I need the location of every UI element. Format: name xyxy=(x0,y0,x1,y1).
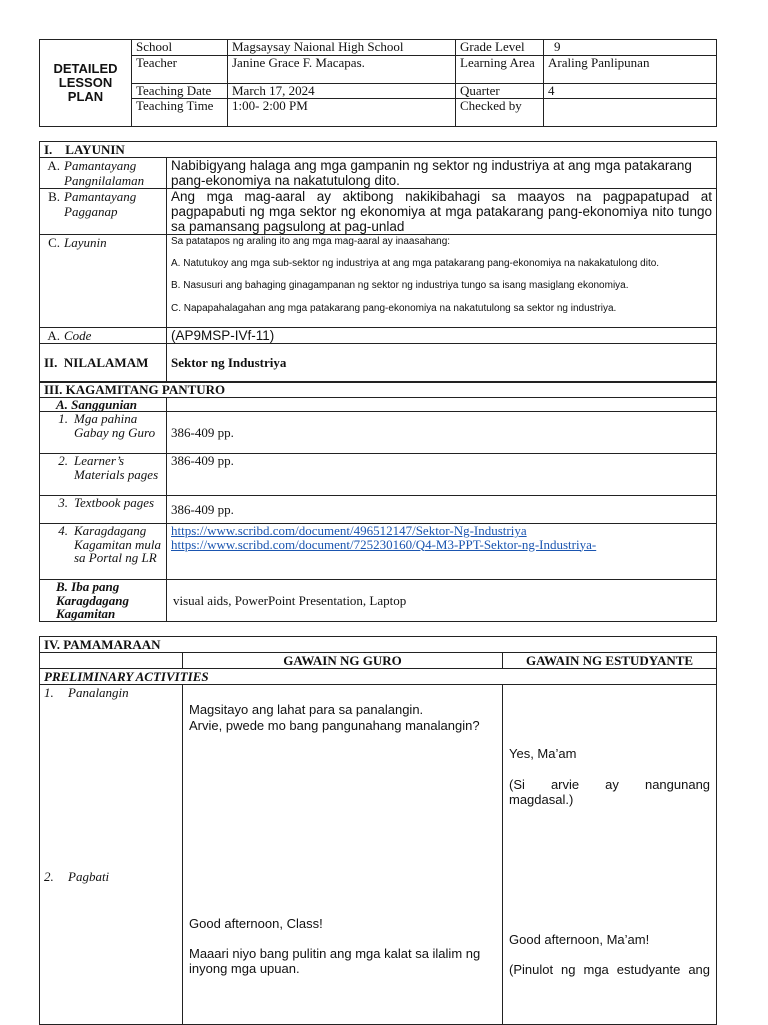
step-label: Panalangin xyxy=(68,685,129,700)
label-letter: A. xyxy=(47,328,60,343)
step-number: 2. xyxy=(44,869,54,884)
code-label xyxy=(40,328,167,344)
guro-line-2: Arvie, pwede mo bang pangunahang manalangin? xyxy=(189,718,480,733)
objective-a: A. Natutukoy ang mga sub-sektor ng industriya at ang mga patakarang pang-ekonomiya na nakakatulong dito. xyxy=(171,258,660,269)
steps-column xyxy=(40,685,183,1025)
ref-teacher-guide-label xyxy=(40,412,167,454)
code-value: (AP9MSP-IVf-11) xyxy=(167,328,717,344)
pamantayang-pangnilalaman-label xyxy=(40,158,167,189)
estudyante-column xyxy=(503,685,717,1025)
pamamaraan-heading: IV. PAMAMARAAN xyxy=(40,637,717,653)
checked-value xyxy=(544,99,717,127)
col-header-estudyante: GAWAIN NG ESTUDYANTE xyxy=(503,653,717,669)
layunin-table xyxy=(39,141,717,382)
item-label: Mga pahina Gabay ng Guro xyxy=(74,411,156,440)
item-label: Karagdagang Kagamitan mula sa Portal ng LR xyxy=(74,523,162,565)
step-label: Pagbati xyxy=(68,869,110,884)
quarter-label: Quarter xyxy=(456,84,544,99)
guro-column xyxy=(183,685,503,1025)
item-label: Learner’s Materials pages xyxy=(74,453,159,482)
kagamitan-heading: III. KAGAMITANG PANTURO xyxy=(40,383,717,398)
scribd-link-1[interactable]: https://www.scribd.com/document/496512147/Sektor-Ng-Industriya xyxy=(171,523,527,538)
layunin-label xyxy=(40,235,167,328)
est-line-1: Yes, Ma’am xyxy=(509,746,577,761)
est-line-3: Good afternoon, Ma’am! xyxy=(509,932,650,947)
objectives-intro: Sa patatapos ng araling ito ang mga mag-aaral ay inaasahang: xyxy=(171,236,451,247)
teacher-label: Teacher xyxy=(132,56,228,84)
pamamaraan-table xyxy=(39,636,717,1025)
item-number: 2. xyxy=(58,453,68,468)
ref-portal-links xyxy=(167,524,717,580)
guro-line-3: Good afternoon, Class! xyxy=(189,916,323,931)
iba-pang-kagamitan-value: visual aids, PowerPoint Presentation, Laptop xyxy=(167,580,717,622)
kagamitan-table xyxy=(39,382,717,622)
item-label: Textbook pages xyxy=(74,495,155,510)
objective-c: C. Napapahalagahan ang mga patakarang pang-ekonomiya na nakatutulong sa sektor ng industriya. xyxy=(171,303,617,314)
ref-teacher-guide-value: 386-409 pp. xyxy=(167,412,717,454)
ref-textbook-value: 386-409 pp. xyxy=(167,496,717,524)
time-label: Teaching Time xyxy=(132,99,228,127)
label-text: Pamantayang Pagganap xyxy=(64,189,137,219)
school-value: Magsaysay Naional High School xyxy=(228,40,456,56)
label-text: Layunin xyxy=(64,235,107,250)
time-value: 1:00- 2:00 PM xyxy=(228,99,456,127)
dlp-label: DETAILED LESSON PLAN xyxy=(40,40,132,127)
guro-line-1: Magsitayo ang lahat para sa panalangin. xyxy=(189,702,424,717)
objective-b: B. Nasusuri ang bahaging ginagampanan ng sektor ng industriya tungo sa isang masiglang ekonomiya. xyxy=(171,280,629,291)
pamantayang-pagganap-text: Ang mga mag-aaral ay aktibong nakikibahagi sa maayos na pagpapatupad at pagpapabuti ng mga sektor ng ekonomiya at mga patakarang pang-ekonomiya nito tungo sa pamansang pagsulong at pag-unlad xyxy=(167,189,717,235)
item-number: 4. xyxy=(58,523,68,538)
sanggunian-value xyxy=(167,397,717,412)
date-value: March 17, 2024 xyxy=(228,84,456,99)
label-text: Pamantayang Pangnilalaman xyxy=(64,158,145,188)
grade-value: 9 xyxy=(544,40,717,56)
label-letter: A. xyxy=(47,158,60,173)
quarter-value: 4 xyxy=(544,84,717,99)
learning-value: Araling Panlipunan xyxy=(544,56,717,84)
pamantayang-pagganap-label xyxy=(40,189,167,235)
grade-label: Grade Level xyxy=(456,40,544,56)
learning-label: Learning Area xyxy=(456,56,544,84)
guro-line-4: Maaari niyo bang pulitin ang mga kalat sa ilalim ng inyong mga upuan. xyxy=(189,946,481,976)
item-number: 1. xyxy=(58,411,68,426)
nilalaman-heading: II. NILALAMAM xyxy=(40,344,167,382)
nilalaman-value: Sektor ng Industriya xyxy=(167,344,717,382)
label-text: Code xyxy=(64,328,92,343)
step-number: 1. xyxy=(44,685,54,700)
date-label: Teaching Date xyxy=(132,84,228,99)
step-pagbati xyxy=(44,869,109,884)
label-letter: B. xyxy=(48,189,60,204)
sanggunian-label: A. Sanggunian xyxy=(40,397,167,412)
layunin-heading: I. LAYUNIN xyxy=(40,142,717,158)
ref-learner-materials-label xyxy=(40,454,167,496)
label-letter: C. xyxy=(48,235,60,250)
school-label: School xyxy=(132,40,228,56)
est-line-2: (Si arvie ay nangunang magdasal.) xyxy=(509,777,711,807)
layunin-objectives xyxy=(167,235,717,328)
col-header-guro: GAWAIN NG GURO xyxy=(183,653,503,669)
checked-label: Checked by xyxy=(456,99,544,127)
header-table xyxy=(39,39,717,127)
preliminary-activities-heading: PRELIMINARY ACTIVITIES xyxy=(40,669,717,685)
step-panalangin xyxy=(44,685,178,700)
ref-textbook-label xyxy=(40,496,167,524)
est-line-4: (Pinulot ng mga estudyante ang xyxy=(509,962,711,977)
teacher-value: Janine Grace F. Macapas. xyxy=(228,56,456,84)
iba-pang-kagamitan-label: B. Iba pang Karagdagang Kagamitan xyxy=(40,580,167,622)
ref-learner-materials-value: 386-409 pp. xyxy=(167,454,717,496)
pamantayang-pangnilalaman-text: Nabibigyang halaga ang mga gampanin ng sektor ng industriya at ang mga patakarang pang-ekonomiya na nakatutulong dito. xyxy=(167,158,717,189)
item-number: 3. xyxy=(58,495,68,510)
blank-cell xyxy=(40,653,183,669)
ref-portal-label xyxy=(40,524,167,580)
scribd-link-2[interactable]: https://www.scribd.com/document/725230160/Q4-M3-PPT-Sektor-ng-Industriya- xyxy=(171,536,597,552)
